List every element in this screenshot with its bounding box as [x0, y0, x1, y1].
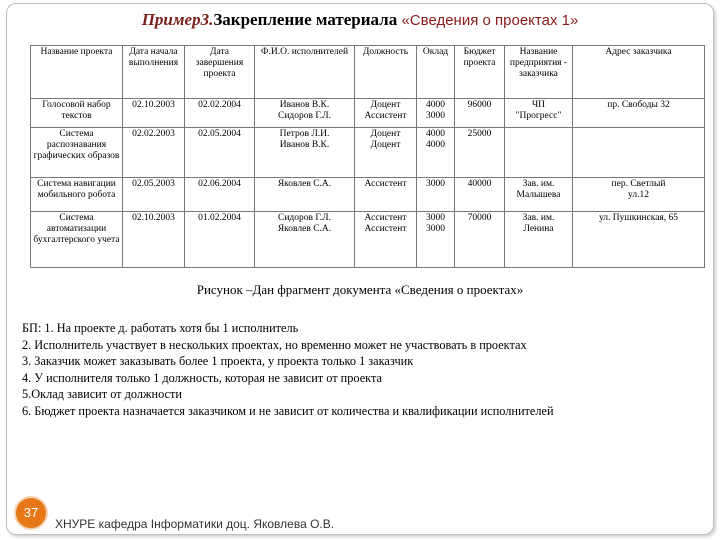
table-cell: Ассистент Ассистент	[355, 212, 417, 268]
header-cell: Адрес заказчика	[573, 46, 705, 99]
header-cell: Название проекта	[31, 46, 123, 99]
table-cell: 02.02.2003	[123, 128, 185, 178]
table-cell: 4000 4000	[417, 128, 455, 178]
table-cell: Яковлев С.А.	[255, 178, 355, 212]
table-row	[31, 128, 705, 178]
header-cell: Оклад	[417, 46, 455, 99]
header-cell: Дата начала выполнения	[123, 46, 185, 99]
slide-title	[0, 10, 720, 30]
table-cell: 96000	[455, 99, 505, 128]
table-cell: Система автоматизации бухгалтерского учета	[31, 212, 123, 268]
table-cell	[573, 128, 705, 178]
rule-line: 4. У исполнителя только 1 должность, которая не зависит от проекта	[22, 370, 382, 385]
table-cell: Ассистент	[355, 178, 417, 212]
business-rules	[22, 320, 554, 419]
header-cell: Название предприятия - заказчика	[505, 46, 573, 99]
table-row	[31, 99, 705, 128]
table-cell: Иванов В.К. Сидоров Г.Л.	[255, 99, 355, 128]
table-cell: Система распознавания графических образов	[31, 128, 123, 178]
header-cell: Ф.И.О. исполнителей	[255, 46, 355, 99]
table-cell: пер. Светлый ул.12	[573, 178, 705, 212]
rule-line: БП: 1. На проекте д. работать хотя бы 1 исполнитель	[22, 321, 299, 335]
title-main: Закрепление материала	[213, 10, 398, 29]
header-cell: Должность	[355, 46, 417, 99]
table-cell: 02.02.2004	[185, 99, 255, 128]
table-row	[31, 178, 705, 212]
table-cell: ЧП "Прогресс"	[505, 99, 573, 128]
rule-line: 2. Исполнитель участвует в нескольких проектах, но временно может не участвовать в проектах	[22, 337, 527, 352]
header-cell: Дата завершения проекта	[185, 46, 255, 99]
table-cell: Доцент Ассистент	[355, 99, 417, 128]
table-cell: ул. Пушкинская, 65	[573, 212, 705, 268]
table-caption: Рисунок –Дан фрагмент документа «Сведения о проектах»	[196, 282, 524, 297]
table-cell: 02.10.2003	[123, 212, 185, 268]
table-header-row	[31, 46, 705, 99]
rule-line: 5.Оклад зависит от должности	[22, 387, 182, 401]
table-cell: 40000	[455, 178, 505, 212]
table-cell: 02.10.2003	[123, 99, 185, 128]
rule-line: 6. Бюджет проекта назначается заказчиком и не зависит от количества и квалификации исполнителей	[22, 403, 554, 418]
table-cell: Зав. им. Малышева	[505, 178, 573, 212]
table-cell: 02.05.2004	[185, 128, 255, 178]
table-cell: 4000 3000	[417, 99, 455, 128]
table-cell: Голосовой набор текстов	[31, 99, 123, 128]
table-cell: 02.06.2004	[185, 178, 255, 212]
footer-text: ХНУРЕ кафедра Інформатики доц. Яковлева О.В.	[55, 517, 335, 531]
table-cell: 3000	[417, 178, 455, 212]
table-cell: 25000	[455, 128, 505, 178]
table-cell: Сидоров Г.Л. Яковлев С.А.	[255, 212, 355, 268]
table-cell: Зав. им. Ленина	[505, 212, 573, 268]
table-row	[31, 212, 705, 268]
table-cell: пр. Свободы 32	[573, 99, 705, 128]
table-cell: Система навигации мобильного робота	[31, 178, 123, 212]
table-cell	[505, 128, 573, 178]
table-cell: Петров Л.И. Иванов В.К.	[255, 128, 355, 178]
title-tail: «Сведения о проектах 1»	[401, 12, 579, 29]
page-number-badge: 37	[14, 496, 48, 530]
table-cell: 70000	[455, 212, 505, 268]
header-cell: Бюджет проекта	[455, 46, 505, 99]
projects-table	[30, 45, 705, 268]
title-lead: Пример3.	[141, 10, 214, 29]
table-cell: 3000 3000	[417, 212, 455, 268]
table-cell: 01.02.2004	[185, 212, 255, 268]
rule-line: 3. Заказчик может заказывать более 1 проекта, у проекта только 1 заказчик	[22, 354, 414, 368]
table-cell: 02.05.2003	[123, 178, 185, 212]
table-cell: Доцент Доцент	[355, 128, 417, 178]
